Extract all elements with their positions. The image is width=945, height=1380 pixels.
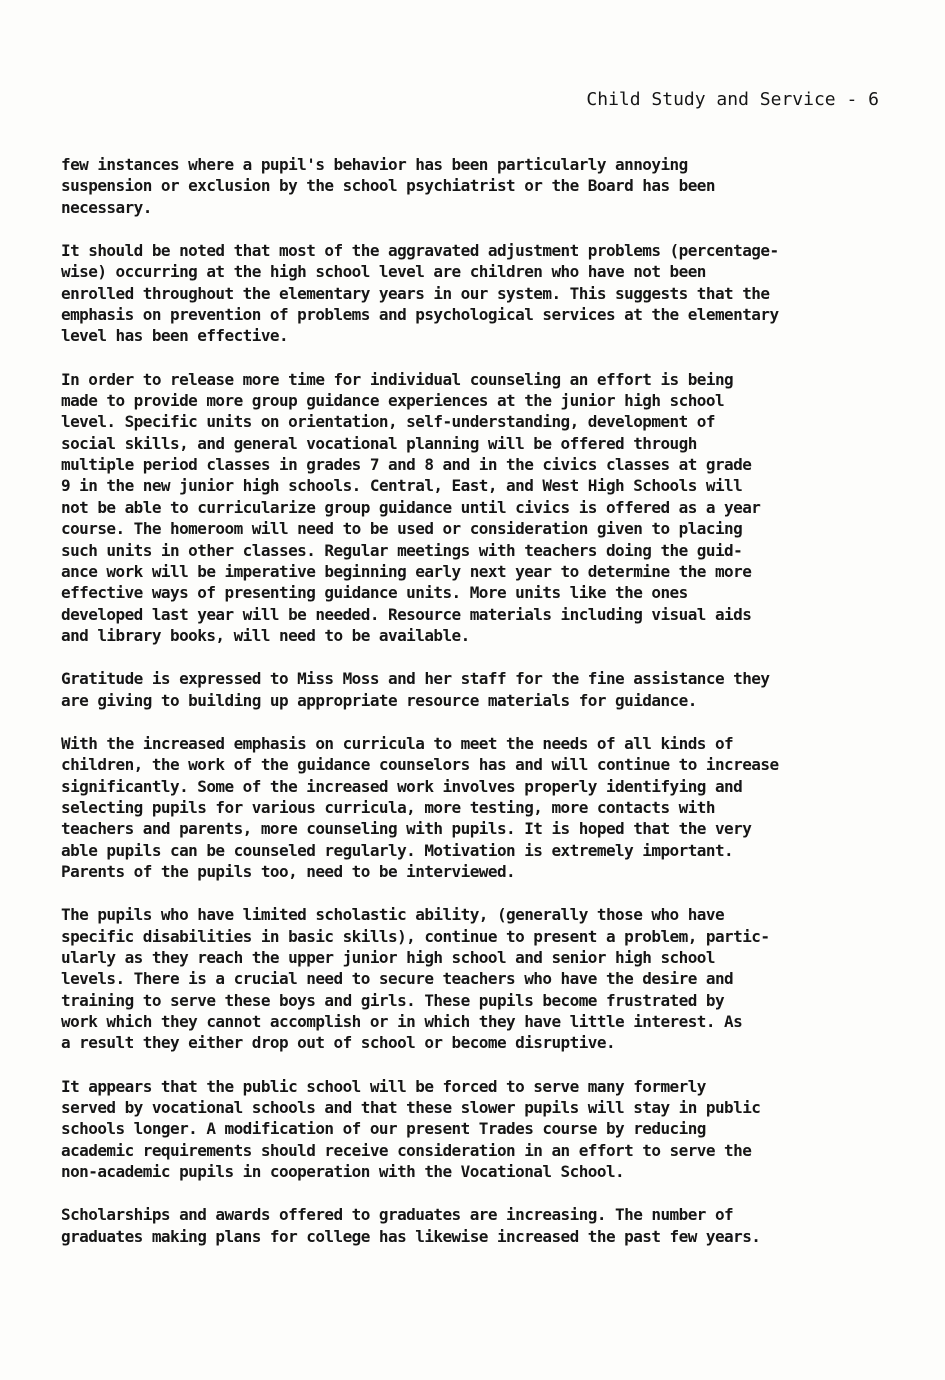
text-line: course. The homeroom will need to be used or consideration given to placing — [61, 519, 743, 539]
text-line: are giving to building up appropriate resource materials for guidance. — [61, 690, 697, 710]
paragraph — [61, 240, 907, 347]
text-line: developed last year will be needed. Resource materials including visual aids — [61, 604, 752, 624]
text-line: schools longer. A modification of our present Trades course by reducing — [61, 1119, 706, 1139]
paragraph — [61, 733, 907, 882]
text-line: significantly. Some of the increased work involves properly identifying and — [61, 776, 743, 796]
text-line: graduates making plans for college has likewise increased the past few years. — [61, 1226, 761, 1246]
text-line: not be able to curricularize group guidance until civics is offered as a year — [61, 497, 761, 517]
text-line: work which they cannot accomplish or in which they have little interest. As — [61, 1012, 743, 1032]
text-line: In order to release more time for individual counseling an effort is being — [61, 369, 734, 389]
text-line: suspension or exclusion by the school psychiatrist or the Board has been — [61, 176, 715, 196]
text-line: academic requirements should receive consideration in an effort to serve the — [61, 1140, 752, 1160]
text-line: The pupils who have limited scholastic ability, (generally those who have — [61, 905, 725, 925]
text-line: selecting pupils for various curricula, more testing, more contacts with — [61, 797, 715, 817]
text-line: emphasis on prevention of problems and psychological services at the elementary — [61, 305, 779, 325]
text-line: effective ways of presenting guidance units. More units like the ones — [61, 583, 688, 603]
running-header: Child Study and Service - 6 — [586, 89, 879, 110]
text-line: necessary. — [61, 197, 152, 217]
text-line: Parents of the pupils too, need to be interviewed. — [61, 861, 516, 881]
text-line: level has been effective. — [61, 326, 289, 346]
text-line: ance work will be imperative beginning early next year to determine the more — [61, 561, 752, 581]
text-line: children, the work of the guidance counselors has and will continue to increase — [61, 755, 779, 775]
text-line: such units in other classes. Regular meetings with teachers doing the guid- — [61, 540, 743, 560]
text-line: and library books, will need to be available. — [61, 625, 470, 645]
text-line: It appears that the public school will be forced to serve many formerly — [61, 1076, 706, 1096]
paragraph — [61, 154, 907, 218]
text-line: 9 in the new junior high schools. Central, East, and West High Schools will — [61, 476, 743, 496]
text-line: It should be noted that most of the aggravated adjustment problems (percentage- — [61, 241, 779, 261]
text-line: few instances where a pupil's behavior has been particularly annoying — [61, 155, 688, 174]
text-line: social skills, and general vocational planning will be offered through — [61, 433, 697, 453]
text-line: non-academic pupils in cooperation with the Vocational School. — [61, 1162, 625, 1182]
text-line: teachers and parents, more counseling with pupils. It is hoped that the very — [61, 819, 752, 839]
text-line: wise) occurring at the high school level are children who have not been — [61, 262, 706, 282]
text-line: ularly as they reach the upper junior high school and senior high school — [61, 948, 715, 967]
text-line: level. Specific units on orientation, self-understanding, development of — [61, 412, 715, 432]
text-line: Gratitude is expressed to Miss Moss and her staff for the fine assistance they — [61, 669, 770, 689]
paragraph — [61, 369, 907, 646]
text-line: With the increased emphasis on curricula to meet the needs of all kinds of — [61, 733, 734, 753]
text-line: served by vocational schools and that these slower pupils will stay in public — [61, 1098, 761, 1118]
document-body — [61, 154, 907, 1269]
text-line: multiple period classes in grades 7 and 8 and in the civics classes at grade — [61, 455, 752, 475]
text-line: specific disabilities in basic skills), continue to present a problem, partic- — [61, 926, 770, 946]
paragraph — [61, 1076, 907, 1183]
text-line: a result they either drop out of school or become disruptive. — [61, 1033, 616, 1053]
paragraph — [61, 1204, 907, 1247]
text-line: Scholarships and awards offered to graduates are increasing. The number of — [61, 1205, 734, 1225]
text-line: levels. There is a crucial need to secure teachers who have the desire and — [61, 969, 734, 989]
text-line: made to provide more group guidance experiences at the junior high school — [61, 391, 725, 411]
text-line: able pupils can be counseled regularly. Motivation is extremely important. — [61, 840, 734, 860]
paragraph — [61, 668, 907, 711]
text-line: enrolled throughout the elementary years in our system. This suggests that the — [61, 283, 770, 303]
text-line: training to serve these boys and girls. These pupils become frustrated by — [61, 990, 725, 1010]
paragraph — [61, 904, 907, 1053]
